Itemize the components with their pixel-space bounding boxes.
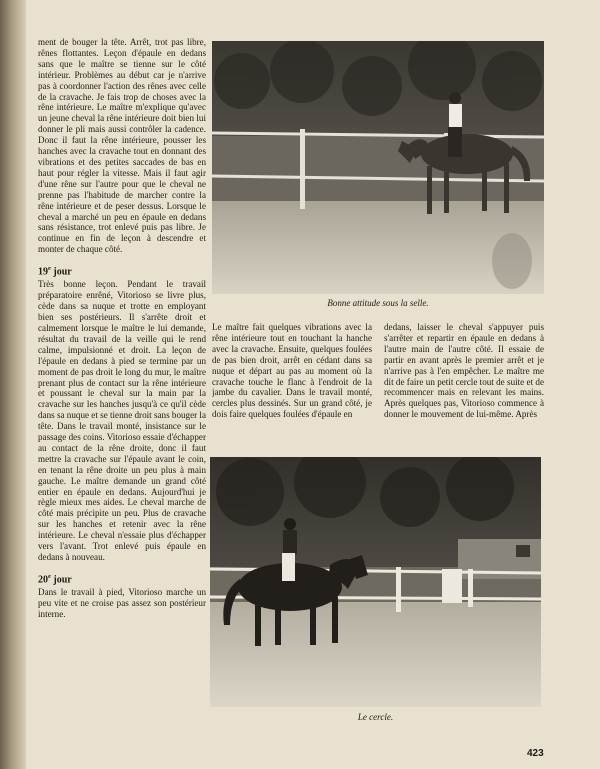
middle-text-block [212,322,544,446]
middle-text-column-2 [384,322,544,420]
page-number: 423 [527,748,544,759]
day-20-number: 20 [38,574,48,586]
day-19-label: jour [50,266,72,278]
day-20-label: jour [50,574,72,586]
day-20-paragraph: Dans le travail à pied, Vitorioso marche un peu vite et ne croise pas assez son postérieur interne. [38,587,206,619]
photo-rider-under-saddle-image [212,41,544,294]
day-20-superscript: e [48,572,51,580]
book-spine-shadow [0,0,26,769]
photo-circle [210,457,541,707]
photo-circle-image [210,457,541,707]
day-20-heading [38,572,206,586]
middle-paragraph-2: dedans, laisser le cheval s'appuyer puis s'arrêter et repartir en épaule en dedans à l'autre main de l'autre côté. Il essaie de partir en avant après le premier arrêt et je n'arrive pas à l'en empêcher. Le maître me dit de faire un petit cercle tout de suite et de recommencer mais en relevant les mains. Après quelques pas, Vitorioso commence à donner le mouvement de lui-même. Après [384,322,544,420]
day-19-paragraph: Très bonne leçon. Pendant le travail préparatoire enrêné, Vitorioso se livre plus, cède dans sa nuque et trotte en employant bien ses postérieurs. Il s'arrête droit et calmement lorsque le maître le lui demande, résultat du travail de la veille qui le rend calme, impulsionné et droit. La leçon de l'épaule en dedans à pied se termine par un moment de pas droit le long du mur, le maître prenant plus de contact sur la rêne intérieure et poussant le cheval sur la main par la cravache sur les hanches jusqu'à ce qu'il cède dans sa nuque et se tienne droit sans bouger la tête. Dans le travail monté, insistance sur le passage des coins. Vitorioso essaie d'échapper au contact de la rêne droite, donc il faut mettre la cravache sur l'épaule avant le coin, en tenant la rêne droite un peu plus à main gauche. Le maître demande un grand côté entier en épaule en dedans. Aujourd'hui je règle mieux mes aides. Le cheval marche de côté mais précipite un peu. Plus de cravache sur les hanches et retenir avec la rêne intérieure. Le cheval n'essaie plus d'échapper vers l'avant. Trot enlevé puis épaule en dedans à nouveau. [38,279,206,563]
middle-paragraph-1: Le maître fait quelques vibrations avec la rêne intérieure tout en touchant la hanche avec la cravache. Ensuite, quelques foulées de pas bien droit, arrêt en cédant dans sa nuque et départ au pas au moment où la cravache touche le flanc à l'endroit de la jambe du cavalier. Dans le travail monté, cercles plus dessinés. Sur un grand côté, je dois faire quelques foulées d'épaule en [212,322,372,420]
day-19-superscript: e [48,265,51,273]
day-19-number: 19 [38,266,48,278]
caption-bottom-photo: Le cercle. [357,712,394,722]
day-19-heading [38,264,206,278]
photo-rider-under-saddle [212,41,544,294]
caption-top-photo: Bonne attitude sous la selle. [327,298,429,308]
middle-text-column-1 [212,322,372,420]
left-text-column [38,37,206,753]
intro-paragraph: ment de bouger la tête. Arrêt, trot pas libre, rênes flottantes. Leçon d'épaule en dedans sans que le maître se tienne sur le côté intérieur. Problèmes au début car je n'arrive pas à coordonner l'action des rênes avec celle de la cravache. Je fais trop de choses avec la rêne intérieure. Le maître m'explique qu'avec un jeune cheval la rêne intérieure doit bien lui donner le pli mais aussi contrôler la cadence. Donc il faut la rêne intérieure, pousser les hanches avec la cravache tout en donnant des vibrations et des petites saccades de bas en haut pour régler la vitesse. Mais il faut agir d'une rêne sur l'autre pour que le cheval ne prenne pas l'habitude de marcher contre la rêne intérieure et de peser dessus. Lorsque le cheval a marché un peu en épaule en dedans sans résistance, trot enlevé puis pas libre. Je continue en fin de leçon à descendre et monter de chaque côté. [38,37,206,255]
